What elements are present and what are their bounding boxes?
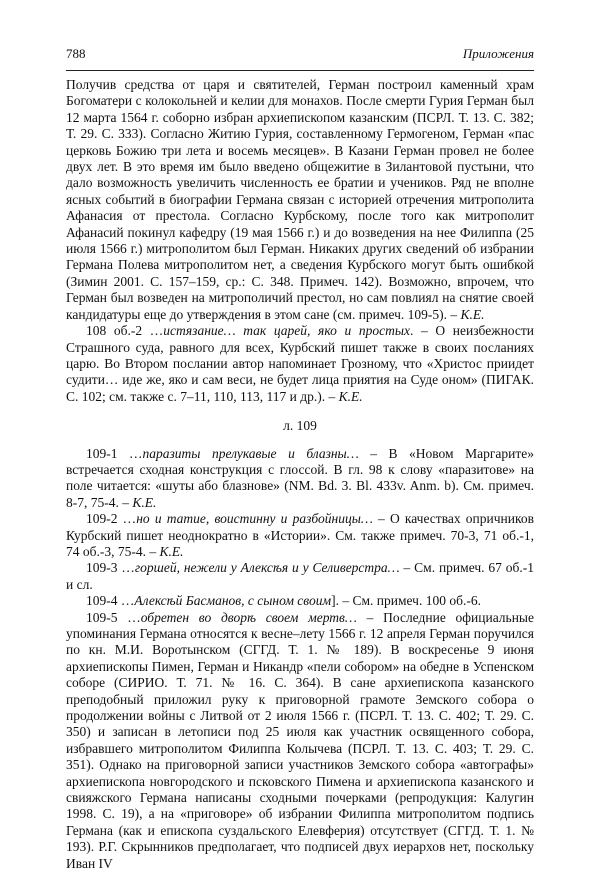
- note-lemma-ref: 109-2 …: [86, 511, 137, 527]
- note-lemma-quote: Алексѣй Басманов, с сыном своим: [134, 593, 332, 609]
- note-lemma-quote: но и татие, воистинну и разбойницы…: [136, 511, 373, 527]
- note-lemma-ref: 109-4 …: [86, 593, 135, 609]
- header-rule: [66, 70, 534, 71]
- note-109-1: [66, 446, 534, 512]
- note-text: – В «Новом Маргарите» встречается сходная конструкция с глоссой. В гл. 98 к слову «паразитове» на поле читается: «шуты або блазнове» (NM. Bd. 3. Bl. 433v. Anm. b). См. примеч. 8-7, 75-4. –: [66, 445, 535, 510]
- section-heading: л. 109: [283, 418, 317, 434]
- author-signature: К.Е.: [159, 543, 184, 559]
- note-lemma-ref: 109-3 …: [86, 560, 135, 576]
- author-signature: К.Е.: [338, 388, 363, 404]
- note-lemma-ref: 109-5 …: [86, 609, 141, 625]
- note-text: – Последние официальные упоминания Германа относятся к весне–лету 1566 г. 12 апреля Герман поручился по кн. М.И. Воротынском (СГГД. Т. 1. № 189). В воскресенье 9 июня архиепископы Пимен, Герман и Никандр «пели собором» на обедне в Успенском соборе (СИРИО. Т. 71. № 16. С. 364). В сане архиепископа казанского преподобный приложил руку к приговорной грамоте Земского собора о продолжении войны с Литвой от 2 июля 1566 г. (ПСРЛ. Т. 13. С. 402; Т. 29. С. 350) и записан в летописи под 25 июля как участник освященного собора, избравшего митрополитом Филиппа Колычева (ПСРЛ. Т. 13. С. 403; Т. 29. С. 351). Однако на приговорной записи участников Земского собора «автографы» архиепископа новгородского и псковского Пимена и архиепископа казанского и свияжского Германа написаны сходными почерками (репродукция: Калугин 1998. С. 19), а на «приговоре» об избрании Филиппа митрополитом подпись Германа (как и епископа суздальского Елевферия) отсутствует (СГГД. Т. 1. № 193). Р.Г. Скрынников предполагает, что подписей двух иерархов нет, поскольку Иван IV: [66, 609, 534, 871]
- running-title: Приложения: [462, 46, 534, 61]
- page-body: [66, 77, 534, 872]
- note-lemma-quote: истязание… так царей, яко и простых: [163, 323, 411, 339]
- note-109-3: [66, 560, 534, 593]
- note-text: ]. – См. примеч. 100 об.-6.: [331, 593, 481, 609]
- note-lemma-quote: паразиты прелукавые и блазны…: [142, 445, 359, 461]
- note-text: – О качествах опричников Курбский пишет неоднократно в «Истории». См. также примеч. 70-3, 71 об.-1, 74 об.-3, 75-4. –: [66, 511, 534, 559]
- author-signature: К.Е.: [132, 494, 157, 510]
- note-109-5: [66, 610, 534, 872]
- note-lemma-ref: 109-1 …: [86, 445, 143, 461]
- page-number: 788: [66, 46, 86, 61]
- note-text: – См. примеч. 67 об.-1 и сл.: [66, 560, 534, 592]
- paragraph-german-biography: [66, 77, 534, 323]
- running-header: [66, 44, 534, 64]
- note-lemma-ref: 108 об.-2 …: [86, 323, 164, 339]
- note-text: . – О неизбежности Страшного суда, равного для всех, Курбский пишет также в своих посланиях царю. Во Втором послании автор напоминает Грозному, что «Христос приидет судити… иде же, яко и сам веси, не будет лица приятия на Суде оном» (ПИГАК. С. 102; см. также с. 7–11, 110, 113, 117 и др.). –: [66, 323, 534, 404]
- note-lemma-quote: обретен во дворѣ своем мертв…: [140, 609, 357, 625]
- note-109-2: [66, 511, 534, 560]
- note-108-ob-2: [66, 323, 534, 405]
- note-lemma-quote: горшей, нежели у Алексѣя и у Селиверстра…: [134, 560, 400, 576]
- note-109-4: [66, 593, 534, 609]
- paragraph-text: Получив средства от царя и святителей, Герман построил каменный храм Богоматери с колокольней и келии для монахов. После смерти Гурия Герман был 12 марта 1564 г. соборно избран архиепископом казанским (ПСРЛ. Т. 13. С. 382; Т. 29. С. 333). Согласно Житию Гурия, составленному Гермогеном, Герман «пас церковь Божию три лета и восемь месяцев». В Казани Герман провел не более двух лет. В это время им было введено общежитие в Зилантовой пустыни, что дало возможность увеличить численность ее братии и учеников. Ряд не вполне ясных событий в биографии Германа связан с историей отречения митрополита Афанасия от престола. Согласно Курбскому, после того как митрополит Афанасий покинул кафедру (19 мая 1566 г.) и до возведения на нее Филиппа (25 июля 1566 г.) митрополитом был Герман. Никаких других сведений об избрании Германа Полева митрополитом нет, а сведения Курбского могут быть ошибкой (Зимин 2001. С. 157–159, ср.: С. 348. Примеч. 142). Возможно, впрочем, что Герман был возведен на митрополичий престол, но сам повлиял на снятие своей кандидатуры еще до утверждения в этом сане (см. примеч. 109-5). –: [66, 77, 534, 322]
- author-signature: К.Е.: [460, 306, 485, 322]
